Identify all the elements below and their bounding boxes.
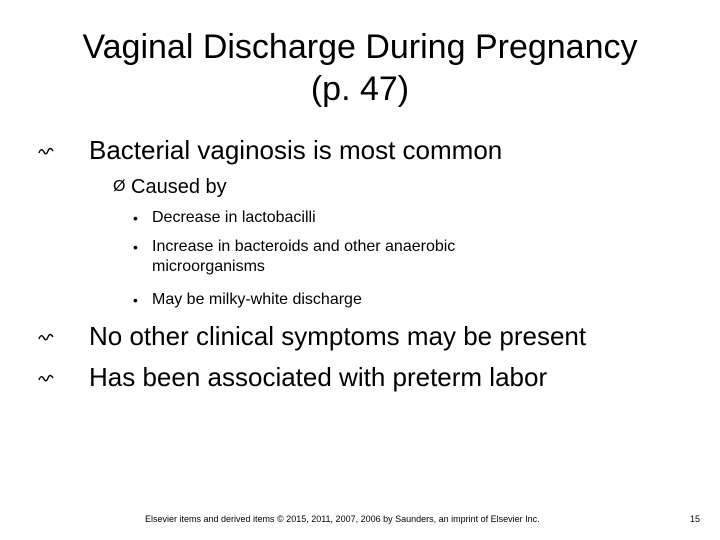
bullet-text: No other clinical symptoms may be present xyxy=(89,321,587,351)
sub-sub-bullet-item xyxy=(133,208,573,228)
dot-bullet-icon: • xyxy=(133,292,138,308)
page-number: 15 xyxy=(690,514,701,524)
title-line-1: Vaginal Discharge During Pregnancy xyxy=(82,28,638,66)
sub-sub-bullet-text: Decrease in lactobacilli xyxy=(152,209,316,226)
sub-bullet-text: Caused by xyxy=(131,176,227,198)
bullet-text: Has been associated with preterm labor xyxy=(89,362,548,392)
wingding-bullet-icon xyxy=(38,320,78,352)
sub-sub-bullet-item xyxy=(133,237,553,277)
slide-title xyxy=(40,26,680,110)
arrow-bullet-icon: Ø xyxy=(113,178,126,195)
sub-sub-bullet-text: Increase in bacteroids and other anaerobic microorganisms xyxy=(152,238,456,275)
wingding-bullet-icon xyxy=(38,134,78,166)
bullet-text: Bacterial vaginosis is most common xyxy=(89,135,503,165)
title-line-2: (p. 47) xyxy=(310,70,410,108)
wingding-bullet-icon xyxy=(38,361,78,393)
dot-bullet-icon: • xyxy=(133,239,138,255)
copyright-footer: Elsevier items and derived items © 2015, 2011, 2007, 2006 by Saunders, an imprint of Elsevier Inc. xyxy=(145,514,540,524)
sub-sub-bullet-item xyxy=(133,290,573,310)
sub-sub-bullet-text: May be milky-white discharge xyxy=(152,291,362,308)
dot-bullet-icon: • xyxy=(133,210,138,226)
